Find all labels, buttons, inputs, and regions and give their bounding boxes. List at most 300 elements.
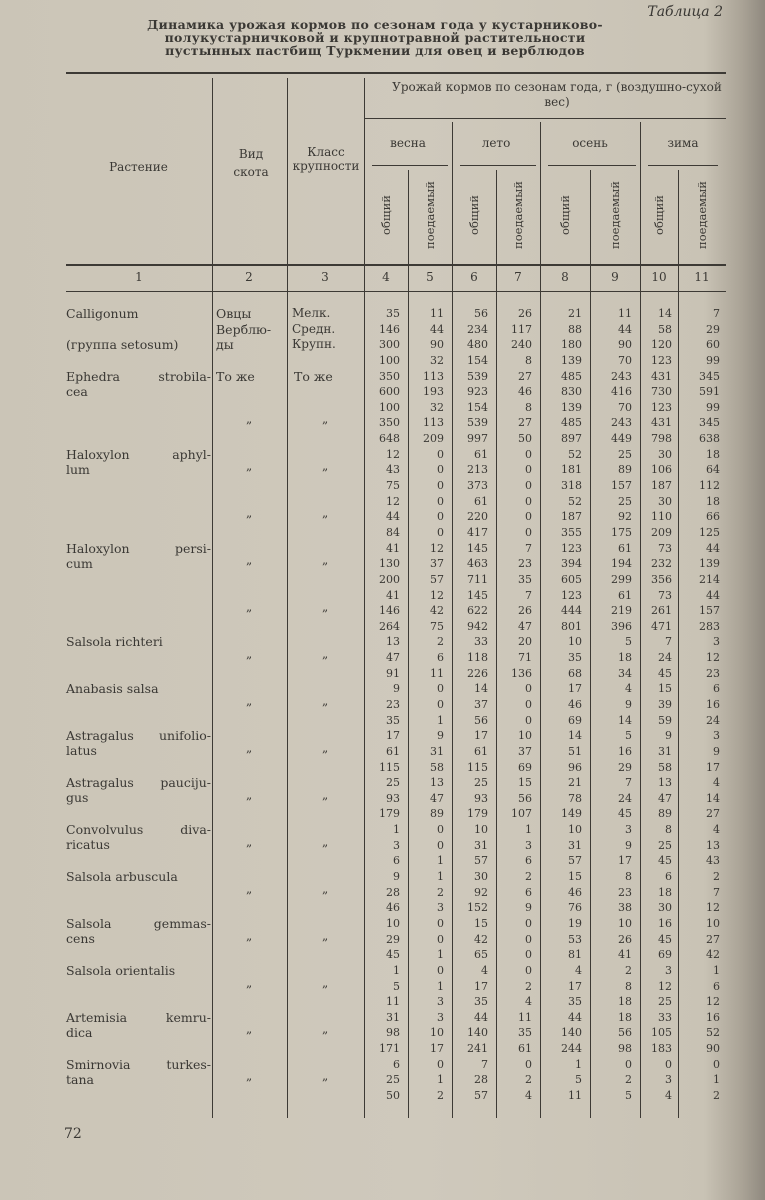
table-cell: 57 (430, 572, 444, 586)
table-cell: 30 (658, 494, 672, 508)
table-cell: 8 (625, 979, 632, 993)
table-cell: 17 (618, 854, 632, 868)
table-cell: 2 (713, 870, 720, 884)
table-cell: 17 (706, 760, 720, 774)
ditto-mark: „ (246, 647, 253, 662)
table-cell: 600 (379, 385, 400, 399)
table-cell: 11 (386, 995, 400, 1009)
table-cell: 1 (525, 823, 532, 837)
same-label: То же (294, 368, 333, 384)
table-cell: 113 (423, 416, 444, 430)
table-cell: 0 (525, 963, 532, 977)
table-cell: 0 (525, 479, 532, 493)
table-cell: 17 (430, 1042, 444, 1056)
table-cell: 193 (423, 385, 444, 399)
table-cell: 12 (430, 541, 444, 555)
plant-name: latus (66, 743, 97, 759)
ditto-mark: „ (322, 834, 329, 849)
table-cell: 50 (386, 1089, 400, 1102)
subheader-eaten: поедаемый (511, 181, 525, 249)
table-cell: 78 (568, 791, 582, 805)
table-cell: 45 (658, 854, 672, 868)
table-cell: 232 (651, 557, 672, 571)
table-cell: 34 (618, 666, 632, 680)
table-cell: 23 (386, 698, 400, 711)
ditto-mark: „ (246, 600, 253, 615)
ditto-mark: „ (322, 928, 329, 943)
table-cell: 58 (658, 760, 672, 774)
plant-name: Calligonum (66, 306, 139, 321)
table-cell: 7 (713, 885, 720, 899)
table-cell: 61 (618, 588, 632, 602)
table-cell: 21 (568, 307, 582, 320)
table-cell: 25 (658, 995, 672, 1009)
table-cell: 42 (474, 932, 488, 946)
table-cell: 91 (386, 666, 400, 680)
table-cell: 26 (618, 932, 632, 946)
table-cell: 5 (625, 635, 632, 649)
table-cell: 118 (467, 651, 488, 665)
ditto-mark: „ (246, 553, 253, 568)
table-cell: 89 (618, 463, 632, 477)
table-cell: 416 (611, 385, 632, 399)
table-cell: 57 (474, 854, 488, 868)
table-cell: 449 (611, 432, 632, 446)
table-cell: 45 (658, 932, 672, 946)
table-cell: 997 (467, 432, 488, 446)
same-label: То же (216, 368, 255, 384)
table-cell: 5 (625, 729, 632, 743)
table-cell: 31 (430, 744, 444, 758)
plant-name: lum (66, 461, 90, 477)
table-cell: 7 (481, 1057, 488, 1071)
table-cell: 15 (568, 870, 582, 884)
table-cell: 171 (379, 1042, 400, 1056)
table-cell: 244 (561, 1042, 582, 1056)
table-cell: 8 (625, 870, 632, 884)
table-cell: 69 (658, 948, 672, 962)
table-cell: 35 (568, 995, 582, 1009)
table-cell: 243 (611, 369, 632, 383)
column-number: 2 (245, 270, 253, 284)
table-cell: 234 (467, 322, 488, 336)
table-cell: 25 (386, 1073, 400, 1087)
table-cell: 21 (568, 776, 582, 790)
table-cell: 5 (393, 979, 400, 993)
table-cell: 1 (437, 713, 444, 727)
column-divider (678, 170, 679, 1118)
table-cell: 194 (611, 557, 632, 571)
plant-name: tana (66, 1071, 94, 1087)
ditto-mark: „ (322, 881, 329, 896)
table-cell: 12 (430, 588, 444, 602)
table-cell: 24 (658, 651, 672, 665)
table-cell: 115 (379, 760, 400, 774)
table-cell: 61 (618, 541, 632, 555)
table-cell: 2 (437, 1089, 444, 1102)
table-cell: 69 (518, 760, 532, 774)
table-cell: 98 (386, 1026, 400, 1040)
table-cell: 2 (625, 1073, 632, 1087)
table-cell: 25 (474, 776, 488, 790)
table-cell: 0 (437, 1057, 444, 1071)
table-cell: 0 (525, 447, 532, 461)
column-number: 8 (561, 270, 569, 284)
table-cell: 25 (618, 494, 632, 508)
table-cell: 240 (511, 338, 532, 352)
size-class-label: Крупн. (292, 337, 336, 352)
table-cell: 10 (568, 635, 582, 649)
table-cell: 730 (651, 385, 672, 399)
season-rule-3 (548, 165, 636, 166)
table-caption: Таблица 2 (647, 4, 723, 20)
table-cell: 394 (561, 557, 582, 571)
plant-name: Astragalus pauciju- (66, 775, 211, 791)
ditto-mark: „ (246, 459, 253, 474)
table-cell: 110 (651, 510, 672, 524)
table-cell: 10 (386, 916, 400, 930)
header-yield: Урожай кормов по сезонам года, г (воздушно-сухой вес) (392, 80, 722, 109)
table-cell: 318 (561, 479, 582, 493)
table-cell: 37 (430, 557, 444, 571)
table-cell: 9 (393, 870, 400, 884)
table-cell: 0 (437, 823, 444, 837)
table-cell: 12 (386, 494, 400, 508)
plant-name: Anabasis salsa (66, 681, 159, 697)
table-cell: 10 (430, 1026, 444, 1040)
table-cell: 13 (706, 838, 720, 852)
table-cell: 75 (386, 479, 400, 493)
table-cell: 89 (430, 807, 444, 821)
table-cell: 20 (518, 635, 532, 649)
table-cell: 56 (618, 1026, 632, 1040)
ditto-mark: „ (246, 787, 253, 802)
table-cell: 181 (561, 463, 582, 477)
column-number: 4 (382, 270, 390, 284)
table-cell: 14 (618, 713, 632, 727)
table-cell: 44 (618, 322, 632, 336)
table-cell: 43 (706, 854, 720, 868)
table-cell: 92 (474, 885, 488, 899)
table-cell: 8 (525, 353, 532, 367)
table-cell: 6 (713, 682, 720, 696)
table-cell: 123 (651, 353, 672, 367)
table-cell: 226 (467, 666, 488, 680)
table-cell: 7 (525, 588, 532, 602)
table-cell: 220 (467, 510, 488, 524)
ditto-mark: „ (246, 881, 253, 896)
table-cell: 12 (706, 901, 720, 915)
header-livestock: Вид скота (233, 147, 269, 179)
column-divider (590, 170, 591, 1118)
table-cell: 0 (525, 713, 532, 727)
table-cell: 33 (658, 1010, 672, 1024)
table-cell: 219 (611, 604, 632, 618)
table-cell: 12 (386, 447, 400, 461)
table-cell: 99 (706, 400, 720, 414)
table-cell: 18 (706, 447, 720, 461)
table-cell: 16 (618, 744, 632, 758)
table-cell: 1 (437, 979, 444, 993)
subheader-eaten: поедаемый (608, 181, 622, 249)
table-cell: 897 (561, 432, 582, 446)
table-cell: 39 (658, 698, 672, 711)
table-cell: 4 (481, 963, 488, 977)
table-cell: 18 (618, 651, 632, 665)
column-number: 1 (135, 270, 143, 284)
table-cell: 0 (665, 1057, 672, 1071)
table-cell: 200 (379, 572, 400, 586)
table-cell: 35 (568, 651, 582, 665)
table-cell: 4 (713, 823, 720, 837)
table-cell: 10 (706, 916, 720, 930)
table-cell: 345 (699, 369, 720, 383)
plant-name: cens (66, 930, 95, 946)
plant-name: Salsola arbuscula (66, 869, 178, 885)
table-cell: 180 (561, 338, 582, 352)
table-cell: 798 (651, 432, 672, 446)
table-cell: 299 (611, 572, 632, 586)
table-cell: 149 (561, 807, 582, 821)
table-cell: 3 (437, 1010, 444, 1024)
table-cell: 0 (437, 494, 444, 508)
table-cell: 0 (437, 932, 444, 946)
table-cell: 431 (651, 369, 672, 383)
table-cell: 59 (658, 713, 672, 727)
table-cell: 125 (699, 525, 720, 539)
column-number: 3 (321, 270, 329, 284)
table-cell: 638 (699, 432, 720, 446)
table-cell: 139 (561, 353, 582, 367)
table-cell: 0 (525, 525, 532, 539)
ditto-mark: „ (246, 506, 253, 521)
table-cell: 830 (561, 385, 582, 399)
table-cell: 45 (658, 666, 672, 680)
table-cell: 37 (474, 698, 488, 711)
table-cell: 41 (618, 948, 632, 962)
table-cell: 136 (511, 666, 532, 680)
table-cell: 146 (379, 322, 400, 336)
table-cell: 157 (699, 604, 720, 618)
table-cell: 60 (706, 338, 720, 352)
table-cell: 89 (658, 807, 672, 821)
table-cell: 28 (474, 1073, 488, 1087)
table-cell: 157 (611, 479, 632, 493)
table-cell: 9 (665, 729, 672, 743)
table-cell: 7 (625, 776, 632, 790)
table-cell: 3 (393, 838, 400, 852)
table-cell: 15 (658, 682, 672, 696)
subheader-total: общий (467, 195, 481, 235)
table-cell: 30 (658, 901, 672, 915)
table-cell: 123 (561, 541, 582, 555)
table-cell: 107 (511, 807, 532, 821)
ditto-mark: „ (246, 1022, 253, 1037)
ditto-mark: „ (246, 740, 253, 755)
table-cell: 1 (575, 1057, 582, 1071)
table-cell: 57 (568, 854, 582, 868)
table-cell: 99 (706, 353, 720, 367)
table-cell: 35 (474, 995, 488, 1009)
table-cell: 12 (706, 995, 720, 1009)
table-cell: 1 (437, 870, 444, 884)
table-cell: 3 (437, 995, 444, 1009)
table-cell: 28 (386, 885, 400, 899)
table-cell: 26 (518, 604, 532, 618)
table-cell: 6 (437, 651, 444, 665)
table-cell: 0 (437, 447, 444, 461)
table-cell: 12 (706, 651, 720, 665)
table-cell: 485 (561, 416, 582, 430)
table-cell: 92 (618, 510, 632, 524)
table-cell: 12 (658, 979, 672, 993)
table-cell: 75 (430, 619, 444, 633)
header-size-class: Класс крупности (292, 145, 360, 173)
ditto-mark: „ (322, 647, 329, 662)
table-cell: 396 (611, 619, 632, 633)
table-cell: 539 (467, 416, 488, 430)
table-cell: 19 (568, 916, 582, 930)
table-cell: 32 (430, 400, 444, 414)
column-number: 9 (611, 270, 619, 284)
season-label: лето (481, 136, 511, 150)
table-cell: 17 (474, 979, 488, 993)
table-cell: 115 (467, 760, 488, 774)
table-cell: 7 (713, 307, 720, 320)
table-cell: 25 (386, 776, 400, 790)
page-number: 72 (64, 1126, 82, 1142)
table-cell: 3 (713, 635, 720, 649)
table-cell: 10 (474, 823, 488, 837)
table-cell: 300 (379, 338, 400, 352)
season-label: зима (667, 136, 699, 150)
colnum-rule (66, 291, 726, 292)
season-rule-4 (648, 165, 718, 166)
table-cell: 46 (568, 698, 582, 711)
table-cell: 1 (713, 963, 720, 977)
livestock-label: Овцы (216, 306, 252, 321)
table-cell: 417 (467, 525, 488, 539)
table-cell: 0 (525, 1057, 532, 1071)
table-cell: 52 (568, 494, 582, 508)
table-cell: 120 (651, 338, 672, 352)
table-cell: 50 (518, 432, 532, 446)
table-cell: 27 (706, 807, 720, 821)
subheader-eaten: поедаемый (695, 181, 709, 249)
table-cell: 591 (699, 385, 720, 399)
table-cell: 1 (393, 963, 400, 977)
table-cell: 6 (393, 854, 400, 868)
ditto-mark: „ (322, 740, 329, 755)
table-cell: 47 (658, 791, 672, 805)
table-cell: 16 (706, 698, 720, 711)
table-cell: 14 (474, 682, 488, 696)
table-cell: 44 (430, 322, 444, 336)
ditto-mark: „ (322, 412, 329, 427)
table-cell: 29 (618, 760, 632, 774)
table-cell: 14 (658, 307, 672, 320)
table-cell: 57 (474, 1089, 488, 1102)
table-cell: 444 (561, 604, 582, 618)
table-cell: 53 (568, 932, 582, 946)
table-cell: 9 (625, 698, 632, 711)
subheader-total: общий (558, 195, 572, 235)
subheader-eaten: поедаемый (423, 181, 437, 249)
table-cell: 0 (437, 838, 444, 852)
table-cell: 90 (430, 338, 444, 352)
table-cell: 18 (658, 885, 672, 899)
table-cell: 9 (393, 682, 400, 696)
table-cell: 73 (658, 541, 672, 555)
table-cell: 4 (575, 963, 582, 977)
table-cell: 24 (706, 713, 720, 727)
table-cell: 64 (706, 463, 720, 477)
table-cell: 0 (525, 682, 532, 696)
table-cell: 350 (379, 416, 400, 430)
table-cell: 61 (474, 447, 488, 461)
season-label: осень (572, 136, 608, 150)
table-cell: 0 (437, 525, 444, 539)
yield-rule (364, 118, 726, 119)
table-cell: 17 (568, 682, 582, 696)
table-cell: 41 (386, 588, 400, 602)
column-divider (364, 78, 365, 1118)
table-cell: 130 (379, 557, 400, 571)
table-cell: 65 (474, 948, 488, 962)
table-cell: 622 (467, 604, 488, 618)
table-cell: 4 (713, 776, 720, 790)
table-cell: 0 (437, 916, 444, 930)
table-cell: 3 (713, 729, 720, 743)
table-cell: 0 (437, 963, 444, 977)
table-cell: 15 (518, 776, 532, 790)
plant-name: Salsola gemmas- (66, 915, 211, 931)
table-cell: 241 (467, 1042, 488, 1056)
column-divider (496, 170, 497, 1118)
table-cell: 2 (525, 1073, 532, 1087)
table-cell: 1 (393, 823, 400, 837)
table-cell: 10 (568, 823, 582, 837)
table-cell: 23 (706, 666, 720, 680)
table-cell: 146 (379, 604, 400, 618)
column-number: 5 (426, 270, 434, 284)
table-cell: 6 (393, 1057, 400, 1071)
subheader-total: общий (652, 195, 666, 235)
header-bottom-rule (66, 264, 726, 266)
table-cell: 3 (665, 1073, 672, 1087)
table-cell: 52 (706, 1026, 720, 1040)
table-cell: 2 (525, 870, 532, 884)
table-cell: 45 (386, 948, 400, 962)
table-cell: 1 (437, 948, 444, 962)
table-cell: 117 (511, 322, 532, 336)
column-divider (212, 78, 213, 1118)
table-cell: 37 (518, 744, 532, 758)
table-cell: 58 (658, 322, 672, 336)
table-cell: 18 (618, 995, 632, 1009)
table-cell: 140 (561, 1026, 582, 1040)
table-cell: 471 (651, 619, 672, 633)
table-cell: 17 (568, 979, 582, 993)
table-cell: 0 (713, 1057, 720, 1071)
table-cell: 431 (651, 416, 672, 430)
table-cell: 31 (568, 838, 582, 852)
table-cell: 56 (474, 307, 488, 320)
table-cell: 32 (430, 353, 444, 367)
table-cell: 209 (423, 432, 444, 446)
table-cell: 1 (437, 1073, 444, 1087)
table-cell: 0 (525, 698, 532, 711)
